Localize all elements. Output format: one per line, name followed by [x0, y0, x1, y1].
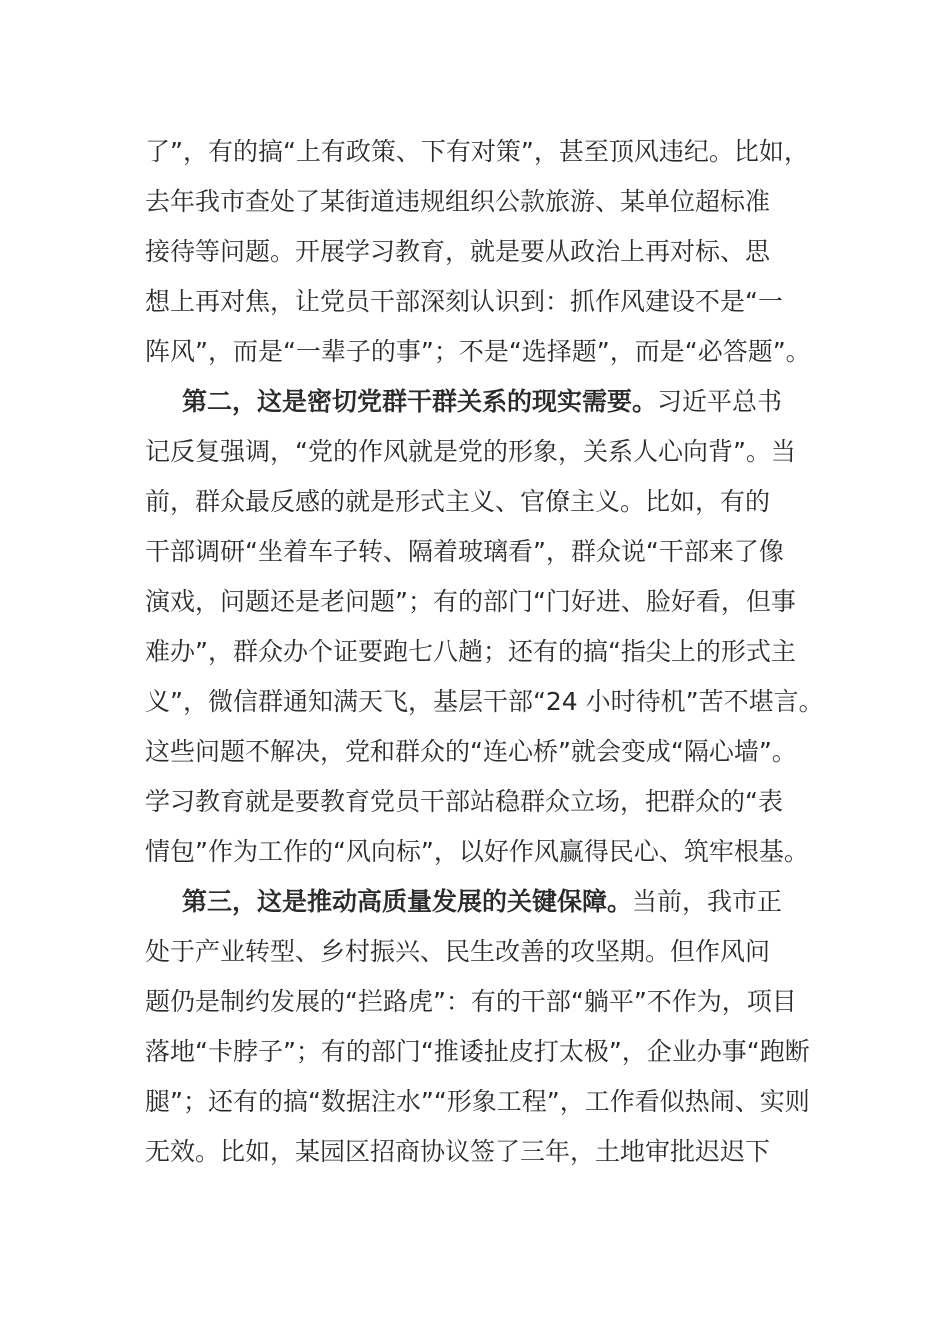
text-line: 义”，微信群通知满天飞，基层干部“24 小时待机”苦不堪言。 — [145, 687, 824, 716]
text-line: 落地“卡脖子”；有的部门“推诿扯皮打太极”，企业办事“跑断 — [145, 1037, 810, 1066]
text-run: 当前，我市正 — [632, 887, 783, 916]
text-line: 这些问题不解决，党和群众的“连心桥”就会变成“隔心墙”。 — [145, 737, 797, 766]
text-line: 干部调研“坐着车子转、隔着玻璃看”，群众说“干部来了像 — [145, 537, 784, 566]
paragraph-first-line — [182, 377, 872, 427]
text-line: 前，群众最反感的就是形式主义、官僚主义。比如，有的 — [145, 487, 771, 516]
text-line: 题仍是制约发展的“拦路虎”：有的干部“躺平”不作为，项目 — [145, 987, 797, 1016]
text-line: 去年我市查处了某街道违规组织公款旅游、某单位超标准 — [145, 187, 771, 216]
text-line: 接待等问题。开展学习教育，就是要从政治上再对标、思 — [145, 237, 771, 266]
paragraph-first-line — [182, 877, 872, 927]
text-line: 难办”，群众办个证要跑七八趟；还有的搞“指尖上的形式主 — [145, 637, 796, 666]
text-run: 习近平总书 — [657, 387, 783, 416]
paragraph-heading: 第二，这是密切党群干群关系的现实需要。 — [182, 387, 658, 416]
text-line: 想上再对焦，让党员干部深刻认识到：抓作风建设不是“一 — [145, 287, 783, 316]
text-line: 记反复强调，“党的作风就是党的形象，关系人心向背”。当 — [145, 437, 796, 466]
paragraph-heading: 第三，这是推动高质量发展的关键保障。 — [182, 887, 633, 916]
text-line: 情包”作为工作的“风向标”，以好作风赢得民心、筑牢根基。 — [145, 837, 809, 866]
text-line: 学习教育就是要教育党员干部站稳群众立场，把群众的“表 — [145, 787, 783, 816]
text-line: 腿”；还有的搞“数据注水”“形象工程”，工作看似热闹、实则 — [145, 1087, 810, 1116]
text-line: 处于产业转型、乡村振兴、民生改善的攻坚期。但作风问 — [145, 937, 771, 966]
text-line: 阵风”，而是“一辈子的事”；不是“选择题”，而是“必答题”。 — [145, 337, 811, 366]
text-line: 了”，有的搞“上有政策、下有对策”，甚至顶风违纪。比如， — [145, 137, 809, 166]
text-line: 演戏，问题还是老问题”；有的部门“门好进、脸好看，但事 — [145, 587, 796, 616]
text-line: 无效。比如，某园区招商协议签了三年，土地审批迟迟下 — [145, 1137, 771, 1166]
